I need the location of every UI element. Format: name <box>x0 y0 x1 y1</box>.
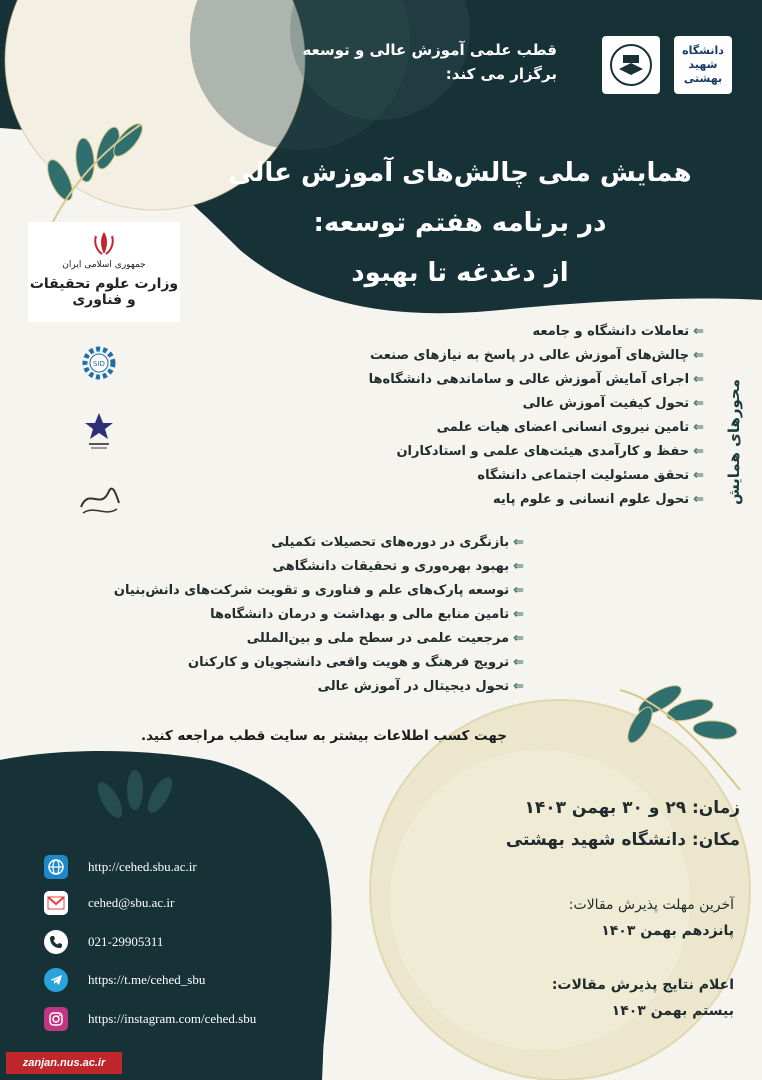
topic-item <box>104 555 524 579</box>
center-logo <box>602 36 660 94</box>
results-block <box>474 972 734 1024</box>
topic-text: تامین نیروی انسانی اعضای هیات علمی <box>436 420 690 435</box>
topic-item <box>284 416 704 440</box>
topic-text: تعاملات دانشگاه و جامعه <box>532 324 690 339</box>
arrow-icon: ⇐ <box>513 535 524 550</box>
arrow-icon: ⇐ <box>693 348 704 363</box>
arrow-icon: ⇐ <box>693 444 704 459</box>
instagram-link[interactable]: https://instagram.com/cehed.sbu <box>88 1011 257 1026</box>
topic-item <box>284 488 704 512</box>
topic-text: توسعه پارک‌های علم و فناوری و تقویت شرکت‌های دانش‌بنیان <box>113 583 510 598</box>
book-emblem-icon <box>609 43 653 87</box>
instagram-icon <box>44 1007 68 1031</box>
ministry-logo <box>28 222 180 322</box>
topic-list-2 <box>104 531 524 699</box>
calligraphy-logo <box>74 478 124 520</box>
topic-item <box>104 603 524 627</box>
results-label: اعلام نتایج پذیرش مقالات: <box>551 977 734 993</box>
deadline-block <box>474 892 734 944</box>
telegram-icon <box>44 968 68 992</box>
mail-icon <box>44 891 68 915</box>
topic-text: بازنگری در دوره‌های تحصیلات تکمیلی <box>271 535 510 550</box>
ministry-line2: وزارت علوم تحقیقات و فناوری <box>29 276 179 308</box>
deadline-value: پانزدهم بهمن ۱۴۰۳ <box>601 923 734 939</box>
topic-text: بهبود بهره‌وری و تحقیقات دانشگاهی <box>272 559 510 574</box>
university-logo-text: دانشگاه شهید بهشتی <box>682 44 724 85</box>
contact-website[interactable] <box>44 853 197 881</box>
arrow-icon: ⇐ <box>693 372 704 387</box>
results-value: بیستم بهمن ۱۴۰۳ <box>611 1003 734 1019</box>
contact-telegram[interactable] <box>44 966 205 994</box>
topic-text: تحول علوم انسانی و علوم پایه <box>492 492 690 507</box>
institute-logo <box>78 410 120 452</box>
arrow-icon: ⇐ <box>513 631 524 646</box>
email-link[interactable]: cehed@sbu.ac.ir <box>88 895 175 910</box>
topic-item <box>104 579 524 603</box>
more-info-text: جهت کسب اطلاعات بیشتر به سایت قطب مراجعه کنید. <box>140 728 507 744</box>
arrow-icon: ⇐ <box>513 607 524 622</box>
iran-emblem-icon <box>90 230 118 256</box>
event-info <box>410 792 740 856</box>
topic-text: حفظ و کارآمدی هیئت‌های علمی و استادکاران <box>396 444 690 459</box>
topic-text: تامین منابع مالی و بهداشت و درمان دانشگاه‌ها <box>210 607 510 622</box>
axes-label-text: محورهای همایش <box>725 378 743 506</box>
topic-item <box>284 464 704 488</box>
arrow-icon: ⇐ <box>513 655 524 670</box>
gear-icon <box>79 343 119 383</box>
event-place: مکان: دانشگاه شهید بهشتی <box>505 830 740 850</box>
topic-item <box>104 627 524 651</box>
topic-item <box>104 651 524 675</box>
arrow-icon: ⇐ <box>513 559 524 574</box>
phone-icon <box>44 930 68 954</box>
telegram-link[interactable]: https://t.me/cehed_sbu <box>88 972 206 987</box>
university-logo <box>674 36 732 94</box>
topic-item <box>104 531 524 555</box>
arrow-icon: ⇐ <box>693 492 704 507</box>
deadline-label: آخرین مهلت پذیرش مقالات: <box>568 897 734 913</box>
globe-icon <box>44 855 68 879</box>
topic-text: اجرای آمایش آموزش عالی و ساماندهی دانشگاه‌ها <box>368 372 690 387</box>
contact-phone[interactable] <box>44 928 163 956</box>
phone-number[interactable]: 021-29905311 <box>88 934 164 949</box>
topic-item <box>104 675 524 699</box>
topic-text: تحول دیجیتال در آموزش عالی <box>317 679 510 694</box>
arrow-icon: ⇐ <box>513 679 524 694</box>
sid-label: SID <box>93 360 105 368</box>
ministry-line1: جمهوری اسلامی ایران <box>62 260 146 270</box>
arrow-icon: ⇐ <box>693 324 704 339</box>
organizer-text <box>302 38 557 86</box>
topic-item <box>284 320 704 344</box>
topic-text: چالش‌های آموزش عالی در پاسخ به نیازهای صنعت <box>370 348 690 363</box>
contact-email[interactable] <box>44 889 174 917</box>
title-line1: همایش ملی چالش‌های آموزش عالی <box>228 158 692 188</box>
source-watermark: zanjan.nus.ac.ir <box>6 1052 122 1074</box>
topic-item <box>284 368 704 392</box>
arrow-icon: ⇐ <box>513 583 524 598</box>
topic-item <box>284 344 704 368</box>
title-line2: در برنامه هفتم توسعه: <box>313 208 607 238</box>
organizer-line2: برگزار می کند: <box>445 65 557 83</box>
topic-item <box>284 440 704 464</box>
conference-title <box>180 148 740 298</box>
topic-text: تحقق مسئولیت اجتماعی دانشگاه <box>477 468 690 483</box>
arrow-icon: ⇐ <box>693 468 704 483</box>
website-link[interactable]: http://cehed.sbu.ac.ir <box>88 859 197 874</box>
title-line3: از دغدغه تا بهبود <box>351 258 569 288</box>
calligraphy-seal-icon <box>75 477 123 521</box>
star-emblem-icon <box>83 411 115 451</box>
topic-text: ترویج فرهنگ و هویت واقعی دانشجویان و کارکنان <box>187 655 510 670</box>
topic-item <box>284 392 704 416</box>
arrow-icon: ⇐ <box>693 396 704 411</box>
contact-instagram[interactable] <box>44 1005 256 1033</box>
event-time: زمان: ۲۹ و ۳۰ بهمن ۱۴۰۳ <box>524 798 740 818</box>
sid-logo <box>78 342 120 384</box>
organizer-line1: قطب علمی آموزش عالی و توسعه <box>302 41 557 59</box>
topic-text: تحول کیفیت آموزش عالی <box>522 396 690 411</box>
arrow-icon: ⇐ <box>693 420 704 435</box>
topic-list-1 <box>284 320 704 512</box>
axes-label <box>714 372 754 512</box>
topic-text: مرجعیت علمی در سطح ملی و بین‌المللی <box>246 631 510 646</box>
